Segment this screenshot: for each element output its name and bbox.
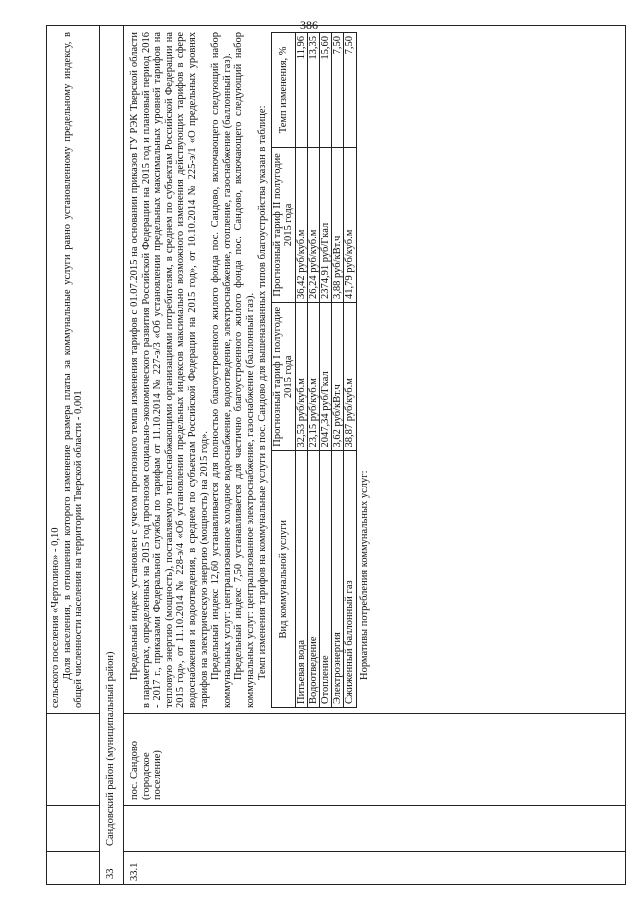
tariff-h2-cell: 3,88 руб/кВт.ч	[332, 147, 344, 302]
service-cell: Электроэнергия	[332, 451, 344, 708]
change-rate-cell: 11,96	[295, 33, 307, 148]
column-divider	[47, 713, 99, 714]
table-row	[344, 33, 356, 708]
tariff-h2-cell: 26,24 руб/куб.м	[307, 147, 319, 302]
section-title: Сандовский район (муниципальный район)	[105, 651, 116, 846]
tariff-table	[271, 32, 356, 708]
tariff-h1-cell: 32,53 руб/куб.м	[295, 303, 307, 452]
header-tariff-h1: Прогнозный тариф I полугодие 2015 года	[272, 303, 295, 452]
page-number: 386	[300, 18, 318, 32]
tariff-h2-cell: 2374,91 руб/Гкал	[319, 147, 331, 302]
continuation-paragraph: Доля населения, в отношении которого изменение размера платы за коммунальные услуги равно установленному предельному индексу, в общей численности населения на территории Тверской области - 0,001	[61, 32, 85, 708]
table-row	[307, 33, 319, 708]
row-divider	[123, 26, 124, 884]
tariff-h1-cell: 38,87 руб/куб.м	[344, 303, 356, 452]
table-header-row	[272, 33, 295, 708]
service-cell: Сжиженный баллонный газ	[344, 451, 356, 708]
change-rate-cell: 15,60	[319, 33, 331, 148]
column-divider	[123, 713, 625, 714]
table-row	[319, 33, 331, 708]
service-cell: Питьевая вода	[295, 451, 307, 708]
section-number: 33	[105, 868, 116, 879]
paragraph-norms: Нормативы потребления коммунальных услуг:	[358, 470, 370, 680]
table-row	[295, 33, 307, 708]
description-cell	[129, 32, 370, 708]
header-tariff-h2: Прогнозный тариф II полугодие 2015 года	[272, 147, 295, 302]
tariff-h2-cell: 36,42 руб/куб.м	[295, 147, 307, 302]
continuation-cell	[50, 32, 85, 708]
tariff-h1-cell: 2047,34 руб/Гкал	[319, 303, 331, 452]
service-cell: Отопление	[319, 451, 331, 708]
paragraph-basis: Предельный индекс установлен с учетом прогнозного темпа изменения тарифов с 01.07.2015 на основании приказов ГУ РЭК Тверской области в параметрах, определенных на 2015 год прогнозом социально-экономического развития Российской Федерации на 2015 год и плановый период 2016 - 2017 г., приказами Федеральной службы по тарифам от 11.10.2014 № 227-э/3 «Об установлении предельных максимальных уровней тарифов на тепловую энергию (мощность), поставляемую теплоснабжающими организациями потребителям, в среднем по субъектам Российской Федерации на 2015 год», от 11.10.2014 № 228-э/4 «Об установлении предельных индексов максимально возможного изменения действующих тарифов в сфере водоснабжения и водоотведения, в среднем по субъектам Российской Федерации на 2015 год», от 10.10.2014 № 225-э/1 «О предельных уровнях тарифов на электрическую энергию (мощность) на 2015 год».	[129, 32, 210, 708]
paragraph-index-full: Предельный индекс 12,60 устанавливается для полностью благоустроенного жилого фонда пос. Сандово, включающего следующий набор коммунальных услуг: централизованное холодное водоснабжение, водоотведение, электроснабжение, отопление, газоснабжение (баллонный газ).	[210, 32, 233, 708]
column-divider	[47, 805, 99, 806]
column-divider	[47, 851, 99, 852]
change-rate-cell: 13,35	[307, 33, 319, 148]
tariff-h1-cell: 3,62 руб/кВт.ч	[332, 303, 344, 452]
header-change-rate: Темп изменения, %	[272, 33, 295, 148]
continuation-line: сельского поселения «Чертолино» - 0,10	[50, 527, 61, 708]
header-service: Вид коммунальной услуги	[272, 451, 295, 708]
change-rate-cell: 7,50	[344, 33, 356, 148]
row-divider	[99, 26, 100, 884]
document-table	[46, 25, 626, 885]
settlement-name: пос. Сандово (городское поселение)	[129, 740, 164, 800]
row-number: 33.1	[129, 862, 140, 881]
paragraph-index-partial: Предельный индекс 7,50 устанавливается для частично благоустроенного жилого фонда пос. Сандово, включающего следующий набор коммунальных услуг: централизованное электроснабжение, газоснабжение (баллонный газ).	[233, 32, 256, 708]
column-divider	[123, 851, 625, 852]
paragraph-table-intro: Темп изменения тарифов на коммунальные услуги в пос. Сандово для вышеназванных типов благоустройства указан в таблице:	[256, 105, 268, 680]
tariff-h1-cell: 23,15 руб/куб.м	[307, 303, 319, 452]
tariff-h2-cell: 41,79 руб/куб.м	[344, 147, 356, 302]
column-divider	[123, 805, 625, 806]
table-row	[332, 33, 344, 708]
service-cell: Водоотведение	[307, 451, 319, 708]
change-rate-cell: 7,50	[332, 33, 344, 148]
